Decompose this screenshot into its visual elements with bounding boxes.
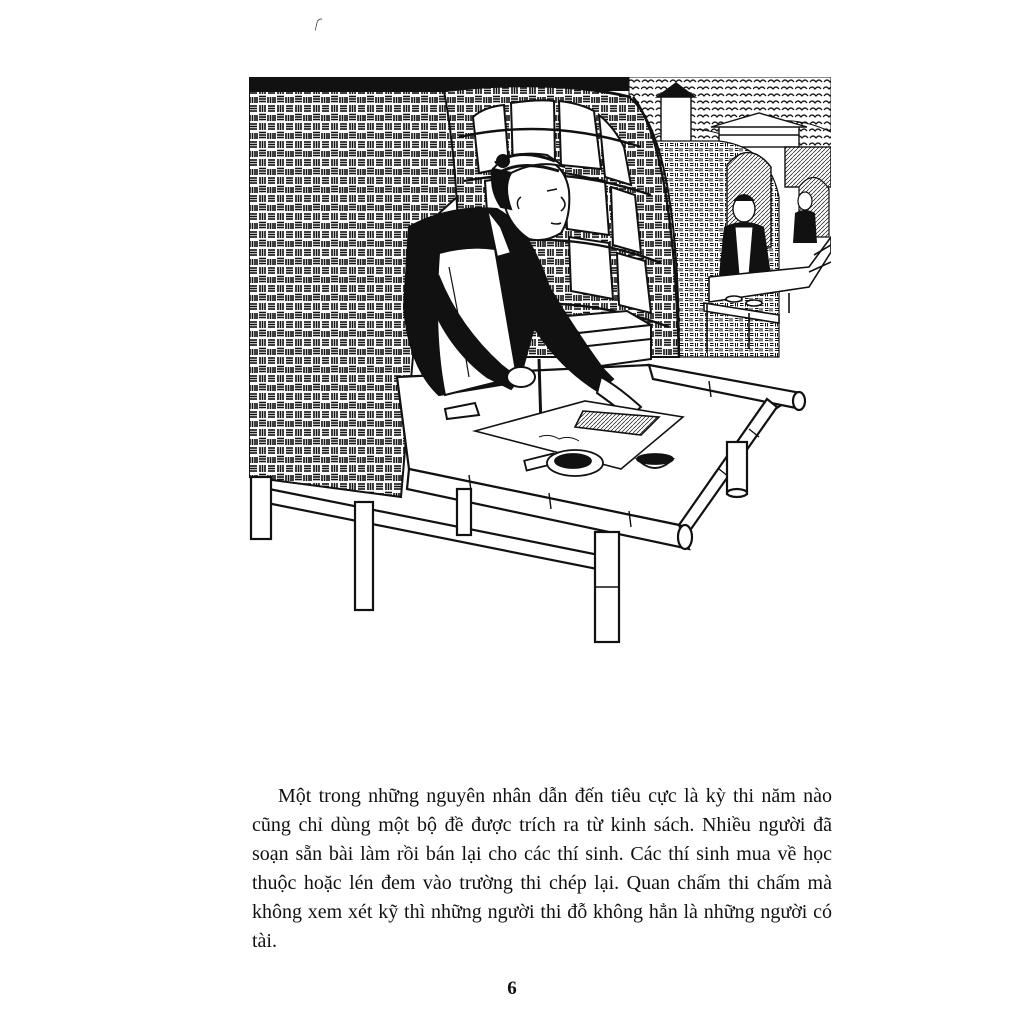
page-number: 6 — [507, 978, 517, 999]
story-paragraph: Một trong những nguyên nhân dẫn đến tiêu cực là kỳ thi năm nào cũng chỉ dùng một bộ đề được trích ra từ kinh sách. Nhiều người đã soạn sẵn bài làm rồi bán lại cho các thí sinh. Các thí sinh mua về học thuộc hoặc lén đem vào trường thi chép lại. Quan chấm thi chấm mà không xem xét kỹ thì những người thi đỗ không hẳn là những người có tài. — [252, 785, 832, 952]
stray-pen-mark — [315, 18, 323, 32]
exam-booth-illustration — [249, 77, 831, 645]
